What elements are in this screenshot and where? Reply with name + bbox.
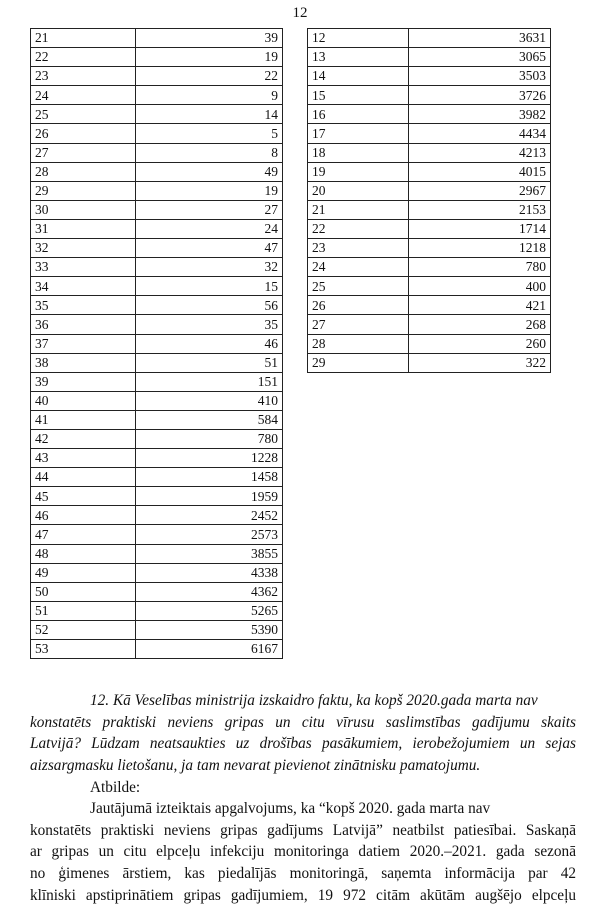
- week-number-cell: 50: [31, 582, 136, 601]
- case-count-cell: 1714: [409, 219, 551, 238]
- table-row: [31, 200, 283, 219]
- table-row: [308, 258, 551, 277]
- week-number-cell: 32: [31, 239, 136, 258]
- week-number-cell: 25: [31, 105, 136, 124]
- table-row: [308, 181, 551, 200]
- table-row: [31, 67, 283, 86]
- case-count-cell: 260: [409, 334, 551, 353]
- answer-line: no ģimenes ārstiem, kas piedalījās monitoringā, saņemta informācija par 42: [30, 865, 576, 883]
- table-row: [31, 353, 283, 372]
- question-line: 12. Kā Veselības ministrija izskaidro faktu, ka kopš 2020.gada marta nav: [90, 692, 538, 709]
- case-count-cell: 1228: [136, 449, 283, 468]
- table-row: [308, 86, 551, 105]
- table-row: [308, 315, 551, 334]
- case-count-cell: 22: [136, 67, 283, 86]
- table-row: [31, 544, 283, 563]
- table-row: [31, 48, 283, 67]
- case-count-cell: 15: [136, 277, 283, 296]
- case-count-cell: 400: [409, 277, 551, 296]
- question-line: aizsargmasku lietošanu, ja tam nevarat pievienot zinātnisku pamatojumu.: [30, 757, 481, 775]
- week-number-cell: 43: [31, 449, 136, 468]
- weekly-cases-table-left: [30, 28, 283, 659]
- week-number-cell: 18: [308, 143, 409, 162]
- table-row: [308, 105, 551, 124]
- case-count-cell: 32: [136, 258, 283, 277]
- case-count-cell: 27: [136, 200, 283, 219]
- table-row: [31, 563, 283, 582]
- week-number-cell: 22: [308, 219, 409, 238]
- week-number-cell: 48: [31, 544, 136, 563]
- table-row: [31, 219, 283, 238]
- week-number-cell: 20: [308, 181, 409, 200]
- table-row: [308, 67, 551, 86]
- week-number-cell: 33: [31, 258, 136, 277]
- table-row: [308, 219, 551, 238]
- table-row: [31, 372, 283, 391]
- table-row: [308, 143, 551, 162]
- week-number-cell: 24: [31, 86, 136, 105]
- week-number-cell: 27: [31, 143, 136, 162]
- question-line: Latvijā? Lūdzam neatsaukties uz drošības pasākumiem, ierobežojumiem un sejas: [30, 735, 576, 753]
- case-count-cell: 1458: [136, 468, 283, 487]
- table-row: [31, 277, 283, 296]
- case-count-cell: 19: [136, 181, 283, 200]
- week-number-cell: 41: [31, 410, 136, 429]
- table-row: [308, 277, 551, 296]
- week-number-cell: 45: [31, 487, 136, 506]
- week-number-cell: 35: [31, 296, 136, 315]
- case-count-cell: 9: [136, 86, 283, 105]
- table-row: [308, 239, 551, 258]
- table-row: [308, 29, 551, 48]
- table-row: [31, 391, 283, 410]
- table-row: [31, 640, 283, 659]
- case-count-cell: 14: [136, 105, 283, 124]
- table-row: [31, 143, 283, 162]
- table-row: [31, 449, 283, 468]
- week-number-cell: 29: [308, 353, 409, 372]
- case-count-cell: 1959: [136, 487, 283, 506]
- case-count-cell: 151: [136, 372, 283, 391]
- week-number-cell: 26: [308, 296, 409, 315]
- week-number-cell: 44: [31, 468, 136, 487]
- table-row: [31, 124, 283, 143]
- week-number-cell: 12: [308, 29, 409, 48]
- week-number-cell: 40: [31, 391, 136, 410]
- case-count-cell: 268: [409, 315, 551, 334]
- week-number-cell: 52: [31, 620, 136, 639]
- table-row: [308, 334, 551, 353]
- table-row: [31, 239, 283, 258]
- table-row: [31, 29, 283, 48]
- case-count-cell: 410: [136, 391, 283, 410]
- case-count-cell: 3631: [409, 29, 551, 48]
- week-number-cell: 51: [31, 601, 136, 620]
- case-count-cell: 780: [136, 429, 283, 448]
- week-number-cell: 14: [308, 67, 409, 86]
- week-number-cell: 21: [31, 29, 136, 48]
- table-row: [31, 429, 283, 448]
- table-row: [31, 105, 283, 124]
- table-row: [31, 258, 283, 277]
- week-number-cell: 53: [31, 640, 136, 659]
- case-count-cell: 4015: [409, 162, 551, 181]
- week-number-cell: 31: [31, 219, 136, 238]
- week-number-cell: 28: [31, 162, 136, 181]
- week-number-cell: 46: [31, 506, 136, 525]
- answer-line: konstatēts praktiski neviens gripas gadījums Latvijā” neatbilst patiesībai. Saskaņā: [30, 821, 576, 839]
- case-count-cell: 8: [136, 143, 283, 162]
- week-number-cell: 21: [308, 200, 409, 219]
- week-number-cell: 16: [308, 105, 409, 124]
- week-number-cell: 38: [31, 353, 136, 372]
- answer-line: ar gripas un citu elpceļu infekciju monitoringa datiem 2020.–2021. gada sezonā: [30, 843, 576, 861]
- answer-line: klīniski apstiprinātiem gripas gadījumiem, 19 972 citām akūtām augšējo elpceļu: [30, 886, 576, 904]
- case-count-cell: 2967: [409, 181, 551, 200]
- week-number-cell: 22: [31, 48, 136, 67]
- table-row: [31, 487, 283, 506]
- answer-paragraph: [30, 798, 576, 907]
- case-count-cell: 5390: [136, 620, 283, 639]
- week-number-cell: 19: [308, 162, 409, 181]
- case-count-cell: 3065: [409, 48, 551, 67]
- answer-line: Jautājumā izteiktais apgalvojums, ka “kopš 2020. gada marta nav: [90, 800, 491, 817]
- table-row: [308, 162, 551, 181]
- question-paragraph: [30, 690, 576, 777]
- case-count-cell: 5265: [136, 601, 283, 620]
- table-row: [31, 86, 283, 105]
- table-row: [31, 334, 283, 353]
- case-count-cell: 19: [136, 48, 283, 67]
- table-row: [31, 468, 283, 487]
- table-row: [31, 620, 283, 639]
- case-count-cell: 5: [136, 124, 283, 143]
- table-row: [31, 162, 283, 181]
- case-count-cell: 47: [136, 239, 283, 258]
- table-row: [308, 48, 551, 67]
- case-count-cell: 2573: [136, 525, 283, 544]
- table-row: [308, 353, 551, 372]
- case-count-cell: 4338: [136, 563, 283, 582]
- week-number-cell: 37: [31, 334, 136, 353]
- case-count-cell: 4362: [136, 582, 283, 601]
- answer-label: Atbilde:: [90, 779, 141, 796]
- week-number-cell: 23: [31, 67, 136, 86]
- table-row: [31, 181, 283, 200]
- week-number-cell: 24: [308, 258, 409, 277]
- case-count-cell: 49: [136, 162, 283, 181]
- case-count-cell: 4213: [409, 143, 551, 162]
- page-number: 12: [292, 5, 308, 21]
- week-number-cell: 49: [31, 563, 136, 582]
- week-number-cell: 47: [31, 525, 136, 544]
- week-number-cell: 26: [31, 124, 136, 143]
- case-count-cell: 35: [136, 315, 283, 334]
- case-count-cell: 1218: [409, 239, 551, 258]
- question-line: konstatēts praktiski neviens gripas un citu vīrusu saslimstības gadījumu skaits: [30, 713, 576, 731]
- case-count-cell: 3503: [409, 67, 551, 86]
- case-count-cell: 56: [136, 296, 283, 315]
- week-number-cell: 15: [308, 86, 409, 105]
- table-row: [31, 296, 283, 315]
- case-count-cell: 6167: [136, 640, 283, 659]
- case-count-cell: 46: [136, 334, 283, 353]
- table-row: [308, 200, 551, 219]
- case-count-cell: 3982: [409, 105, 551, 124]
- case-count-cell: 24: [136, 219, 283, 238]
- case-count-cell: 3855: [136, 544, 283, 563]
- table-row: [308, 124, 551, 143]
- week-number-cell: 23: [308, 239, 409, 258]
- table-row: [31, 506, 283, 525]
- case-count-cell: 3726: [409, 86, 551, 105]
- table-row: [308, 296, 551, 315]
- week-number-cell: 39: [31, 372, 136, 391]
- table-row: [31, 410, 283, 429]
- case-count-cell: 780: [409, 258, 551, 277]
- week-number-cell: 42: [31, 429, 136, 448]
- week-number-cell: 27: [308, 315, 409, 334]
- week-number-cell: 36: [31, 315, 136, 334]
- case-count-cell: 4434: [409, 124, 551, 143]
- case-count-cell: 421: [409, 296, 551, 315]
- case-count-cell: 2153: [409, 200, 551, 219]
- week-number-cell: 34: [31, 277, 136, 296]
- week-number-cell: 29: [31, 181, 136, 200]
- week-number-cell: 28: [308, 334, 409, 353]
- week-number-cell: 13: [308, 48, 409, 67]
- case-count-cell: 51: [136, 353, 283, 372]
- table-row: [31, 525, 283, 544]
- table-row: [31, 601, 283, 620]
- week-number-cell: 17: [308, 124, 409, 143]
- case-count-cell: 584: [136, 410, 283, 429]
- case-count-cell: 2452: [136, 506, 283, 525]
- week-number-cell: 25: [308, 277, 409, 296]
- case-count-cell: 322: [409, 353, 551, 372]
- table-row: [31, 582, 283, 601]
- table-row: [31, 315, 283, 334]
- week-number-cell: 30: [31, 200, 136, 219]
- case-count-cell: 39: [136, 29, 283, 48]
- weekly-cases-table-right: [307, 28, 551, 373]
